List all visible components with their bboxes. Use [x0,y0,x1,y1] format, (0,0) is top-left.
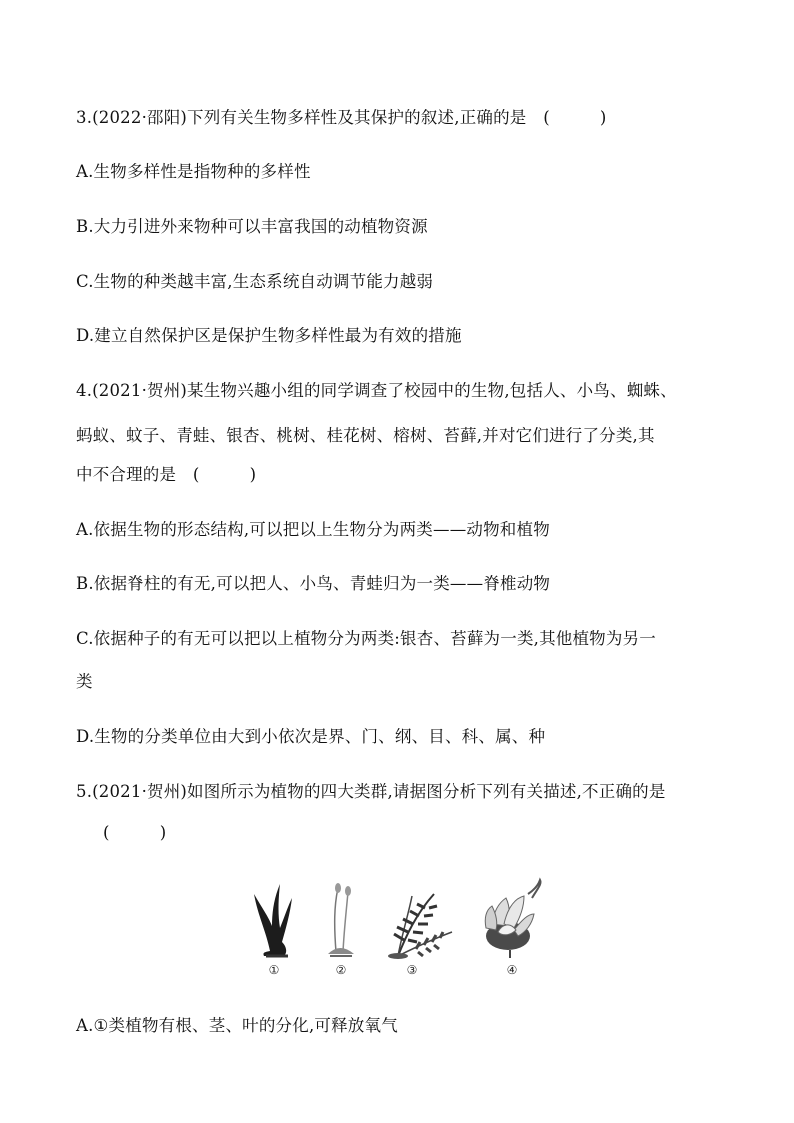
question-4-option-b: B.依据脊柱的有无,可以把人、小鸟、青蛙归为一类——脊椎动物 [76,574,551,593]
question-4-option-d: D.生物的分类单位由大到小依次是界、门、纲、目、科、属、种 [76,727,546,746]
figure-label-4: ④ [506,963,518,977]
question-4-option-a: A.依据生物的形态结构,可以把以上生物分为两类——动物和植物 [76,520,550,539]
question-5-option-a: A.①类植物有根、茎、叶的分化,可释放氧气 [76,1016,398,1035]
question-3-option-a: A.生物多样性是指物种的多样性 [76,162,311,181]
figure-label-2: ② [335,963,347,977]
lotus-image [485,880,540,958]
question-3-option-c: C.生物的种类越丰富,生态系统自动调节能力越弱 [76,272,434,291]
alga-image [254,884,292,956]
question-4-stem-line-2: 蚂蚁、蚊子、青蛙、银杏、桃树、桂花树、榕树、苔藓,并对它们进行了分类,其 [76,426,655,445]
question-4-option-c-line-1: C.依据种子的有无可以把以上植物分为两类:银杏、苔藓为一类,其他植物为另一 [76,629,656,648]
question-4-stem-line-1: 4.(2021·贺州)某生物兴趣小组的同学调查了校园中的生物,包括人、小鸟、蜘蛛、 [76,381,677,400]
question-5-stem-line-1: 5.(2021·贺州)如图所示为植物的四大类群,请据图分析下列有关描述,不正确的是 [76,782,666,801]
plant-groups-figure [248,876,548,986]
figure-label-3: ③ [406,963,418,977]
question-3-option-d: D.建立自然保护区是保护生物多样性最为有效的措施 [76,326,462,345]
question-3-stem: 3.(2022·邵阳)下列有关生物多样性及其保护的叙述,正确的是 ( ) [76,108,607,127]
figure-label-1: ① [268,963,280,977]
question-4-stem-line-3: 中不合理的是 ( ) [76,465,257,484]
question-3-option-b: B.大力引进外来物种可以丰富我国的动植物资源 [76,217,428,236]
moss-image [328,883,354,956]
question-4-option-c-line-2: 类 [76,672,93,691]
question-5-answer-blank: ( ) [103,823,167,842]
fern-image [388,894,452,959]
